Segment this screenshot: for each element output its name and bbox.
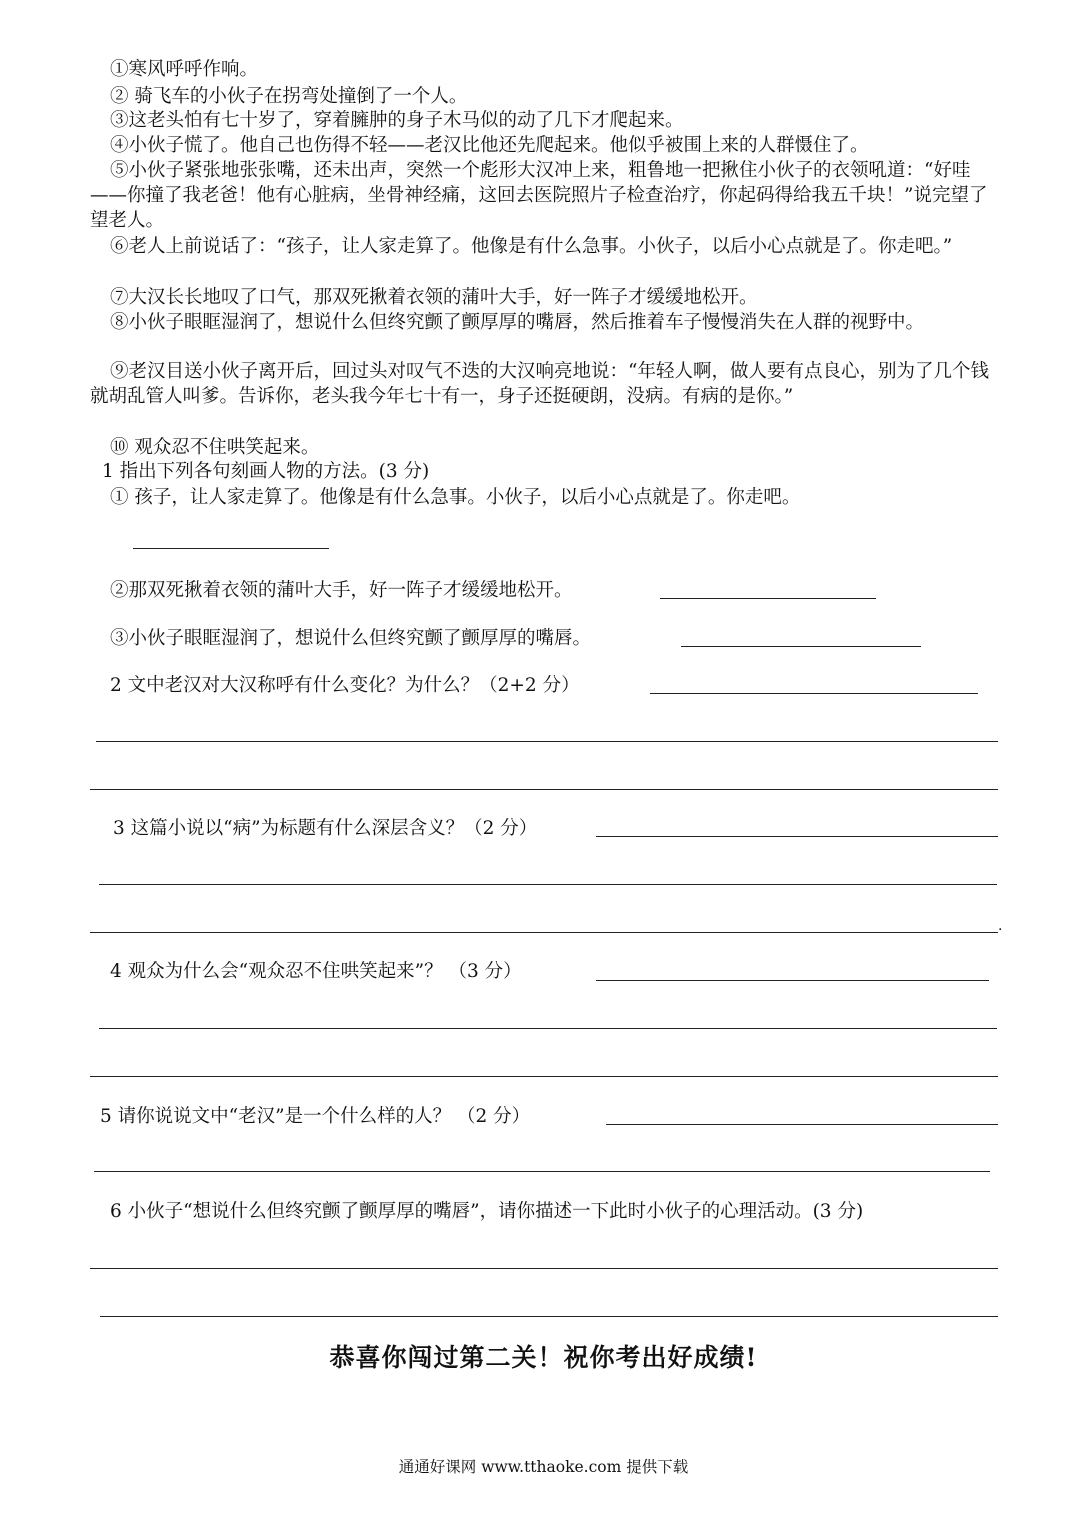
question-1-sentence-2: ②那双死揪着衣领的蒲叶大手，好一阵子才缓缓地松开。 <box>110 580 573 601</box>
question-1-sentence-1: ① 孩子，让人家走算了。他像是有什么急事。小伙子，以后小心点就是了。你走吧。 <box>110 487 801 508</box>
question-1-sentence-3: ③小伙子眼眶湿润了，想说什么但终究颤了颤厚厚的嘴唇。 <box>110 628 592 649</box>
answer-line-q2-2[interactable] <box>96 741 998 742</box>
question-3: 3 这篇小说以“病”为标题有什么深层含义？（2 分） <box>113 818 538 839</box>
passage-paragraph-9: ⑨老汉目送小伙子离开后，回过头对叹气不迭的大汉响亮地说：“年轻人啊，做人要有点良心，别为了几个钱就胡乱管人叫爹。告诉你，老头我今年七十有一，身子还挺硬朗，没病。有病的是你。” <box>90 361 989 407</box>
passage-paragraph-6: ⑥老人上前说话了：“孩子，让人家走算了。他像是有什么急事。小伙子，以后小心点就是了。你走吧。” <box>110 236 953 257</box>
passage-paragraph-3: ③这老头怕有七十岁了，穿着臃肿的身子木马似的动了几下才爬起来。 <box>110 110 684 131</box>
answer-line-q1-2[interactable] <box>660 598 876 599</box>
answer-line-q3-1[interactable] <box>596 836 998 837</box>
question-6: 6 小伙子“想说什么但终究颤了颤厚厚的嘴唇”，请你描述一下此时小伙子的心理活动。(3 分) <box>110 1201 864 1222</box>
answer-line-q6-1[interactable] <box>90 1268 998 1269</box>
question-4: 4 观众为什么会“观众忍不住哄笑起来”？ （3 分） <box>110 961 522 982</box>
answer-line-q1-1[interactable] <box>133 548 329 549</box>
answer-line-q4-1[interactable] <box>596 980 989 981</box>
stray-mark: . <box>998 918 1003 934</box>
answer-line-q3-3[interactable] <box>90 932 998 933</box>
answer-line-q3-2[interactable] <box>99 884 997 885</box>
congratulation-slogan: 恭喜你闯过第二关！祝你考出好成绩! <box>329 1343 758 1372</box>
question-1-title: 1 指出下列各句刻画人物的方法。(3 分) <box>102 461 430 482</box>
passage-paragraph-10: ⑩ 观众忍不住哄笑起来。 <box>110 437 320 458</box>
answer-line-q4-3[interactable] <box>90 1076 998 1077</box>
answer-line-q5-1[interactable] <box>606 1124 998 1125</box>
passage-paragraph-5: ⑤小伙子紧张地张张嘴，还未出声，突然一个彪形大汉冲上来，粗鲁地一把揪住小伙子的衣领吼道：“好哇——你撞了我老爸！他有心脏病，坐骨神经痛，这回去医院照片子检查治疗，你起码得给我五千块！”说完望了望老人。 <box>90 160 988 231</box>
answer-line-q2-3[interactable] <box>90 789 998 790</box>
source-credit: 通通好课网 www.tthaoke.com 提供下载 <box>398 1458 689 1476</box>
passage-paragraph-4: ④小伙子慌了。他自己也伤得不轻——老汉比他还先爬起来。他似乎被围上来的人群慑住了。 <box>110 135 869 156</box>
answer-line-q5-2[interactable] <box>94 1171 990 1172</box>
answer-line-q1-3[interactable] <box>681 646 921 647</box>
answer-line-q6-2[interactable] <box>100 1316 998 1317</box>
answer-line-q2-1[interactable] <box>650 693 978 694</box>
passage-paragraph-1: ①寒风呼呼作响。 <box>110 59 259 80</box>
answer-line-q4-2[interactable] <box>99 1028 997 1029</box>
passage-paragraph-8: ⑧小伙子眼眶湿润了，想说什么但终究颤了颤厚厚的嘴唇，然后推着车子慢慢消失在人群的视野中。 <box>110 312 925 333</box>
question-5: 5 请你说说文中“老汉”是一个什么样的人？ （2 分） <box>100 1106 531 1127</box>
question-2: 2 文中老汉对大汉称呼有什么变化？为什么？（2+2 分） <box>110 675 580 696</box>
passage-paragraph-7: ⑦大汉长长地叹了口气，那双死揪着衣领的蒲叶大手，好一阵子才缓缓地松开。 <box>110 287 758 308</box>
passage-paragraph-2: ② 骑飞车的小伙子在拐弯处撞倒了一个人。 <box>110 86 468 107</box>
